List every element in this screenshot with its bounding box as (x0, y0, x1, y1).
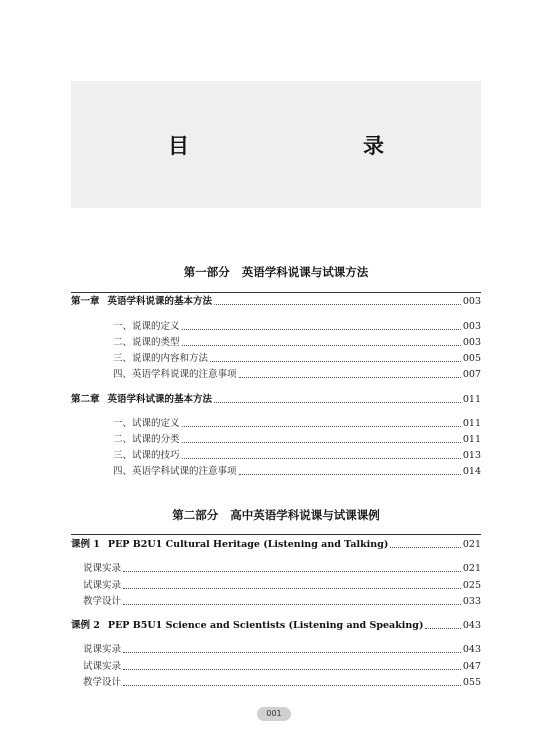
toc-item[interactable] (113, 321, 481, 333)
page-ref: 033 (462, 596, 481, 607)
item-label: 三、说课的内容和方法 (113, 353, 209, 364)
part-name: 高中英语学科说课与试课课例 (230, 508, 380, 522)
item-label: 试课实录 (83, 661, 122, 672)
leader-dots (182, 442, 461, 443)
toc-chapter[interactable] (71, 296, 481, 308)
toc-item[interactable] (83, 661, 481, 673)
page-ref: 011 (462, 418, 481, 429)
page-ref: 047 (462, 661, 481, 672)
chapter-number: 第一章 (71, 296, 100, 307)
leader-dots (123, 604, 461, 605)
item-label: 一、试课的定义 (113, 418, 180, 429)
leader-dots (182, 329, 461, 330)
toc-item[interactable] (113, 353, 481, 365)
toc-item[interactable] (83, 644, 481, 656)
page-number: 001 (257, 707, 291, 721)
leader-dots (123, 669, 461, 670)
page-ref: 021 (462, 539, 481, 550)
leader-dots (239, 474, 461, 475)
chapter-name: 英语学科说课的基本方法 (107, 296, 213, 307)
leader-dots (182, 458, 461, 459)
leader-dots (239, 377, 461, 378)
page-ref: 014 (462, 466, 481, 477)
page-ref: 003 (462, 337, 481, 348)
item-label: 四、英语学科试课的注意事项 (113, 466, 237, 477)
leader-dots (123, 588, 461, 589)
divider (71, 292, 481, 293)
leader-dots (182, 345, 461, 346)
page-ref: 043 (462, 620, 481, 631)
toc-chapter[interactable] (71, 394, 481, 406)
page-ref: 003 (462, 296, 481, 307)
toc-item[interactable] (113, 337, 481, 349)
item-label: 二、试课的分类 (113, 434, 180, 445)
toc-chapter[interactable] (71, 620, 481, 632)
page-ref: 013 (462, 450, 481, 461)
item-label: 说课实录 (83, 563, 122, 574)
leader-dots (123, 571, 461, 572)
toc-item[interactable] (113, 434, 481, 446)
part-name: 英语学科说课与试课方法 (241, 265, 369, 279)
leader-dots (214, 304, 461, 305)
leader-dots (123, 685, 461, 686)
item-label: 试课实录 (83, 580, 122, 591)
chapter-name: 英语学科试课的基本方法 (107, 394, 213, 405)
chapter-name: PEP B2U1 Cultural Heritage (Listening and Talking) (107, 539, 389, 550)
toc-item[interactable] (83, 563, 481, 575)
leader-dots (214, 402, 461, 403)
toc-chapter[interactable] (71, 539, 481, 551)
toc-item[interactable] (83, 677, 481, 689)
item-label: 一、说课的定义 (113, 321, 180, 332)
page-ref: 003 (462, 321, 481, 332)
page-ref: 043 (462, 644, 481, 655)
part-heading (71, 264, 481, 280)
toc-title-box (71, 81, 481, 208)
leader-dots (123, 652, 461, 653)
chapter-number: 课例 2 (71, 620, 100, 631)
leader-dots (390, 547, 461, 548)
toc-item[interactable] (113, 466, 481, 478)
page-ref: 011 (462, 394, 481, 405)
leader-dots (182, 426, 461, 427)
item-label: 教学设计 (83, 596, 122, 607)
page-title: 目 录 (168, 133, 428, 158)
part-number: 第一部分 (183, 265, 230, 279)
page-ref: 005 (462, 353, 481, 364)
chapter-name: PEP B5U1 Science and Scientists (Listening and Speaking) (107, 620, 424, 631)
page-ref: 011 (462, 434, 481, 445)
item-label: 三、试课的技巧 (113, 450, 180, 461)
toc-item[interactable] (83, 596, 481, 608)
item-label: 四、英语学科说课的注意事项 (113, 369, 237, 380)
page-ref: 007 (462, 369, 481, 380)
item-label: 二、说课的类型 (113, 337, 180, 348)
page-ref: 025 (462, 580, 481, 591)
divider (71, 534, 481, 535)
page-ref: 021 (462, 563, 481, 574)
toc-item[interactable] (113, 418, 481, 430)
chapter-number: 课例 1 (71, 539, 100, 550)
toc-item[interactable] (83, 580, 481, 592)
item-label: 说课实录 (83, 644, 122, 655)
item-label: 教学设计 (83, 677, 122, 688)
leader-dots (425, 628, 460, 629)
part-number: 第二部分 (172, 508, 219, 522)
toc-item[interactable] (113, 369, 481, 381)
toc-item[interactable] (113, 450, 481, 462)
chapter-number: 第二章 (71, 394, 100, 405)
leader-dots (210, 361, 461, 362)
page-ref: 055 (462, 677, 481, 688)
part-heading (71, 507, 481, 523)
